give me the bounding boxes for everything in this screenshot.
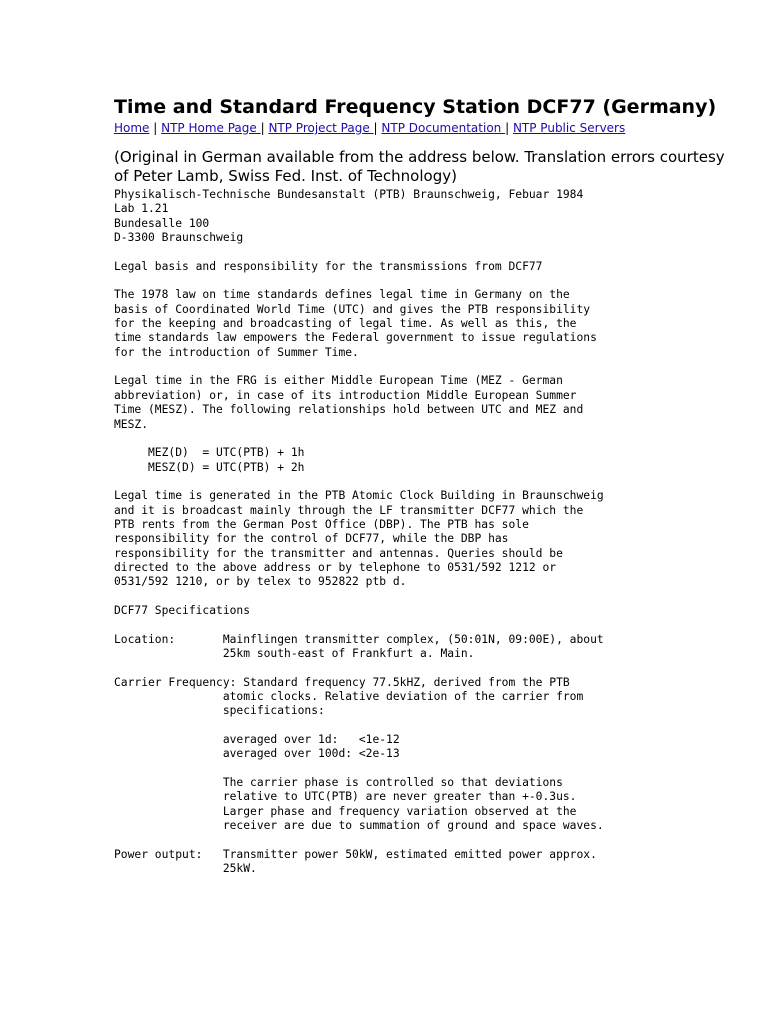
nav-separator: | — [260, 121, 269, 135]
nav-link-ntp-documentation[interactable]: NTP Documentation — [381, 121, 506, 135]
nav-separator: | — [373, 121, 382, 135]
nav-link-ntp-home-page[interactable]: NTP Home Page — [161, 121, 261, 135]
document-body-text: Physikalisch-Technische Bundesanstalt (PTB) Braunschweig, Febuar 1984 Lab 1.21 Bundesalle 100 D-3300 Braunschweig Legal basis and responsibility for the transmissions from DCF77 The 1978 law on time standards defines legal time in Germany on the basis of Coordinated World Time (UTC) and gives the PTB responsibility for the keeping and broadcasting of legal time. As well as this, the time standards law empowers the Federal government to issue regulations for the introduction of Summer Time. Legal time in the FRG is either Middle European Time (MEZ - German abbreviation) or, in case of its introduction Middle European Summer Time (MESZ). The following relationships hold between UTC and MEZ and MESZ. MEZ(D) = UTC(PTB) + 1h MESZ(D) = UTC(PTB) + 2h Legal time is generated in the PTB Atomic Clock Building in Braunschweig and it is broadcast mainly through the LF transmitter DCF77 which the PTB rents from the German Post Office (DBP). The PTB has sole responsibility for the control of DCF77, while the DBP has responsibility for the transmitter and antennas. Queries should be directed to the above address or by telephone to 0531/592 1212 or 0531/592 1210, or by telex to 952822 ptb d. DCF77 Specifications Location: Mainflingen transmitter complex, (50:01N, 09:00E), about 25km south-east of Frankfurt a. Main. Carrier Frequency: Standard frequency 77.5kHZ, derived from the PTB atomic clocks. Relative deviation of the carrier from specifications: averaged over 1d: <1e-12 averaged over 100d: <2e-13 The carrier phase is controlled so that deviations relative to UTC(PTB) are never greater than +-0.3us. Larger phase and frequency variation observed at the receiver are due to summation of ground and space waves. Power output: Transmitter power 50kW, estimated emitted power approx. 25kW. — [114, 188, 604, 876]
nav-links — [114, 121, 734, 136]
nav-separator: | — [505, 121, 513, 135]
document-page — [114, 96, 734, 877]
nav-link-home[interactable]: Home — [114, 121, 150, 135]
nav-separator: | — [149, 121, 162, 135]
page-title: Time and Standard Frequency Station DCF77 (Germany) — [114, 96, 717, 118]
intro-note: (Original in German available from the address below. Translation errors courtesy of Peter Lamb, Swiss Fed. Inst. of Technology) — [114, 148, 725, 185]
nav-link-ntp-project-page[interactable]: NTP Project Page — [268, 121, 374, 135]
nav-link-ntp-public-servers[interactable]: NTP Public Servers — [512, 121, 626, 135]
